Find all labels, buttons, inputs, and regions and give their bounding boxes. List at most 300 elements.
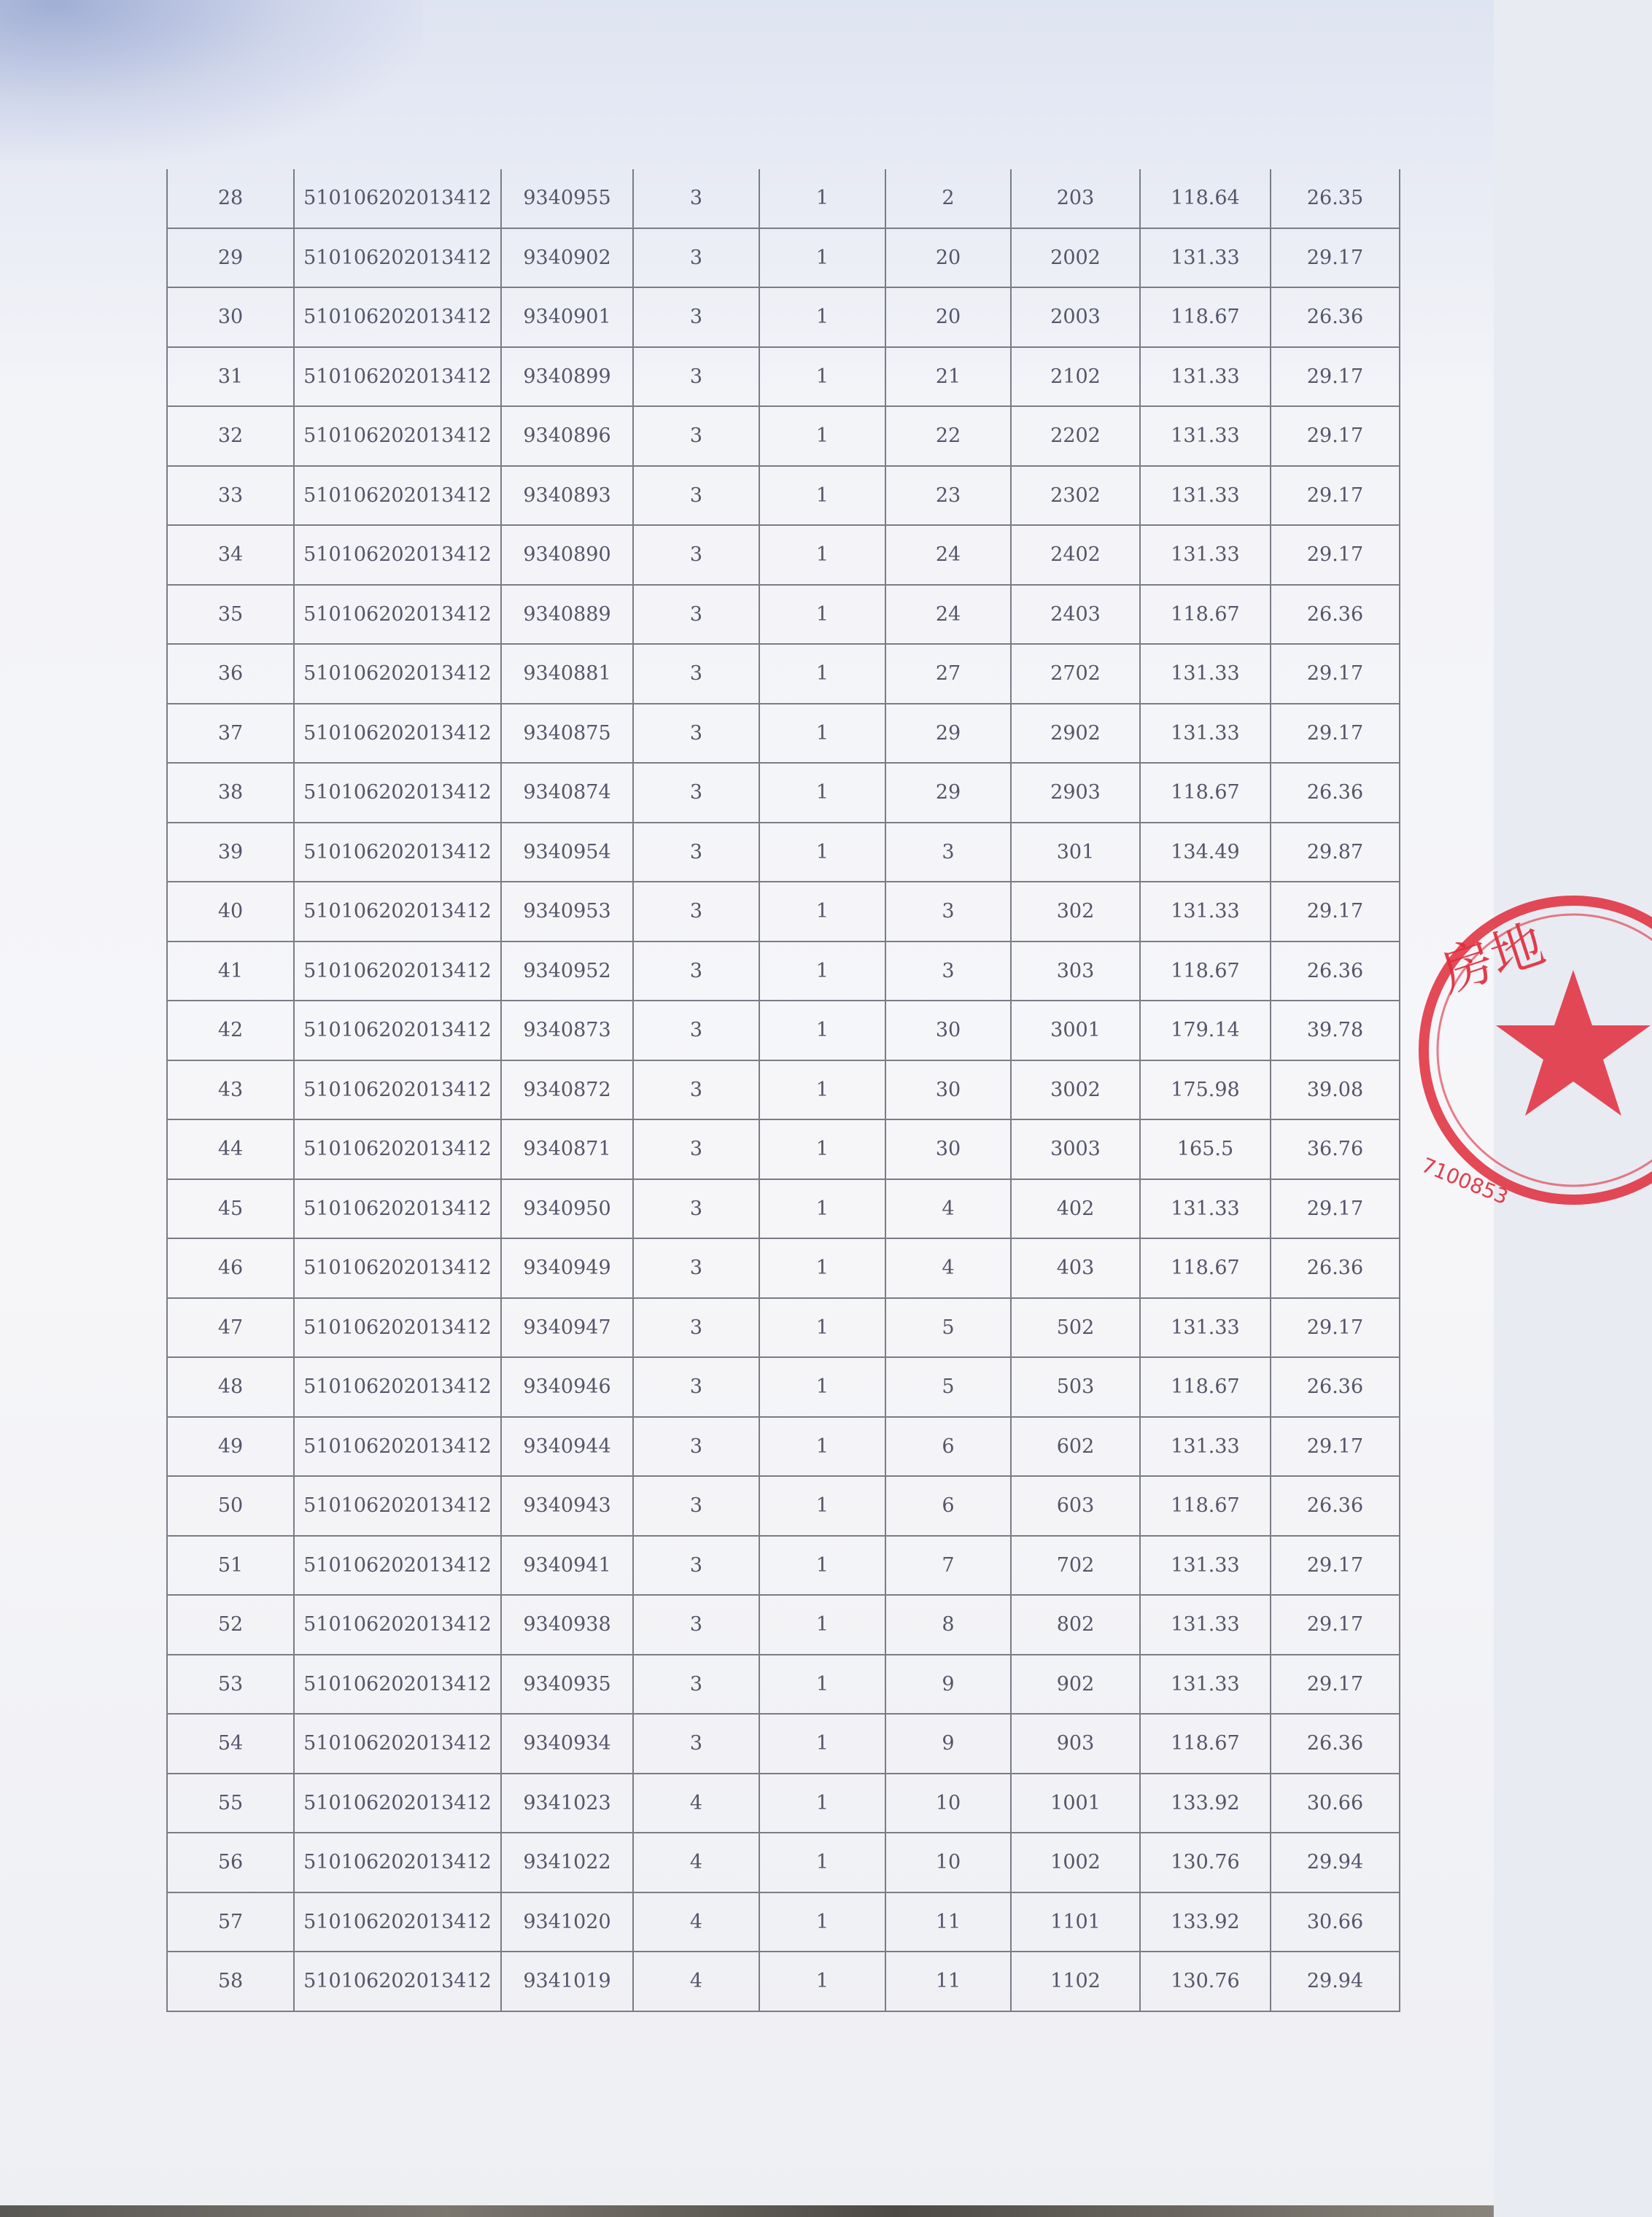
cell-parcel-code: 510106202013412 bbox=[294, 763, 501, 823]
cell-building: 3 bbox=[633, 644, 759, 704]
cell-unit: 1 bbox=[759, 1238, 885, 1298]
cell-area: 165.5 bbox=[1140, 1119, 1271, 1179]
cell-building: 3 bbox=[633, 1357, 759, 1417]
cell-unit-id: 9340874 bbox=[501, 763, 633, 823]
cell-parcel-code: 510106202013412 bbox=[294, 1833, 501, 1892]
cell-unit-id: 9341023 bbox=[501, 1774, 633, 1833]
cell-parcel-code: 510106202013412 bbox=[294, 1952, 501, 2011]
cell-unit: 1 bbox=[759, 763, 885, 823]
cell-parcel-code: 510106202013412 bbox=[294, 169, 501, 228]
table-row bbox=[167, 466, 1400, 526]
cell-unit: 1 bbox=[759, 1655, 885, 1715]
table-row bbox=[167, 1892, 1400, 1952]
cell-shared-area: 26.36 bbox=[1271, 1357, 1400, 1417]
cell-unit: 1 bbox=[759, 1179, 885, 1239]
table-surface-edge bbox=[0, 2205, 1494, 2217]
cell-floor: 7 bbox=[885, 1536, 1011, 1596]
cell-row-number: 57 bbox=[167, 1892, 294, 1952]
cell-shared-area: 29.17 bbox=[1271, 228, 1400, 288]
cell-unit-id: 9340889 bbox=[501, 585, 633, 645]
cell-room: 2102 bbox=[1011, 347, 1140, 407]
cell-area: 131.33 bbox=[1140, 1417, 1271, 1477]
cell-building: 4 bbox=[633, 1833, 759, 1892]
cell-row-number: 33 bbox=[167, 466, 294, 526]
cell-floor: 5 bbox=[885, 1357, 1011, 1417]
table-row bbox=[167, 1179, 1400, 1239]
cell-shared-area: 29.17 bbox=[1271, 406, 1400, 466]
cell-floor: 24 bbox=[885, 525, 1011, 585]
cell-row-number: 39 bbox=[167, 823, 294, 882]
cell-unit: 1 bbox=[759, 1833, 885, 1892]
lighting-shadow bbox=[0, 0, 423, 160]
cell-row-number: 51 bbox=[167, 1536, 294, 1596]
cell-shared-area: 29.17 bbox=[1271, 1595, 1400, 1655]
cell-unit-id: 9340934 bbox=[501, 1714, 633, 1774]
cell-building: 3 bbox=[633, 287, 759, 347]
cell-building: 3 bbox=[633, 1595, 759, 1655]
cell-room: 203 bbox=[1011, 169, 1140, 228]
cell-row-number: 49 bbox=[167, 1417, 294, 1477]
cell-floor: 30 bbox=[885, 1119, 1011, 1179]
cell-unit-id: 9340872 bbox=[501, 1060, 633, 1120]
cell-building: 4 bbox=[633, 1774, 759, 1833]
cell-building: 4 bbox=[633, 1892, 759, 1952]
cell-area: 131.33 bbox=[1140, 882, 1271, 941]
cell-unit: 1 bbox=[759, 1060, 885, 1120]
cell-building: 3 bbox=[633, 1238, 759, 1298]
cell-room: 502 bbox=[1011, 1298, 1140, 1358]
cell-room: 301 bbox=[1011, 823, 1140, 882]
cell-parcel-code: 510106202013412 bbox=[294, 704, 501, 764]
cell-room: 902 bbox=[1011, 1655, 1140, 1715]
cell-row-number: 52 bbox=[167, 1595, 294, 1655]
cell-room: 903 bbox=[1011, 1714, 1140, 1774]
table-row bbox=[167, 1833, 1400, 1892]
cell-unit: 1 bbox=[759, 882, 885, 941]
cell-room: 603 bbox=[1011, 1476, 1140, 1536]
cell-room: 1101 bbox=[1011, 1892, 1140, 1952]
cell-area: 131.33 bbox=[1140, 1595, 1271, 1655]
cell-room: 3002 bbox=[1011, 1060, 1140, 1120]
cell-unit-id: 9340955 bbox=[501, 169, 633, 228]
cell-row-number: 55 bbox=[167, 1774, 294, 1833]
cell-row-number: 44 bbox=[167, 1119, 294, 1179]
cell-area: 131.33 bbox=[1140, 1298, 1271, 1358]
cell-building: 3 bbox=[633, 466, 759, 526]
cell-floor: 29 bbox=[885, 763, 1011, 823]
cell-building: 3 bbox=[633, 169, 759, 228]
cell-unit-id: 9340890 bbox=[501, 525, 633, 585]
cell-parcel-code: 510106202013412 bbox=[294, 1060, 501, 1120]
cell-unit-id: 9340871 bbox=[501, 1119, 633, 1179]
cell-parcel-code: 510106202013412 bbox=[294, 882, 501, 941]
cell-floor: 4 bbox=[885, 1238, 1011, 1298]
cell-building: 3 bbox=[633, 1119, 759, 1179]
cell-unit-id: 9340941 bbox=[501, 1536, 633, 1596]
cell-row-number: 56 bbox=[167, 1833, 294, 1892]
table-row bbox=[167, 1298, 1400, 1358]
cell-area: 131.33 bbox=[1140, 228, 1271, 288]
cell-room: 2903 bbox=[1011, 763, 1140, 823]
cell-shared-area: 26.36 bbox=[1271, 941, 1400, 1001]
cell-floor: 8 bbox=[885, 1595, 1011, 1655]
cell-room: 2302 bbox=[1011, 466, 1140, 526]
cell-shared-area: 26.35 bbox=[1271, 169, 1400, 228]
cell-row-number: 38 bbox=[167, 763, 294, 823]
cell-floor: 30 bbox=[885, 1060, 1011, 1120]
cell-building: 3 bbox=[633, 525, 759, 585]
cell-shared-area: 29.17 bbox=[1271, 1536, 1400, 1596]
cell-parcel-code: 510106202013412 bbox=[294, 1238, 501, 1298]
cell-area: 118.64 bbox=[1140, 169, 1271, 228]
cell-room: 2003 bbox=[1011, 287, 1140, 347]
table-row bbox=[167, 704, 1400, 764]
cell-unit: 1 bbox=[759, 585, 885, 645]
cell-building: 3 bbox=[633, 704, 759, 764]
cell-shared-area: 26.36 bbox=[1271, 1714, 1400, 1774]
cell-area: 131.33 bbox=[1140, 704, 1271, 764]
table-row bbox=[167, 169, 1400, 228]
cell-building: 3 bbox=[633, 1001, 759, 1060]
cell-room: 402 bbox=[1011, 1179, 1140, 1239]
cell-unit: 1 bbox=[759, 1714, 885, 1774]
cell-building: 3 bbox=[633, 763, 759, 823]
cell-parcel-code: 510106202013412 bbox=[294, 823, 501, 882]
cell-area: 118.67 bbox=[1140, 287, 1271, 347]
cell-unit-id: 9340953 bbox=[501, 882, 633, 941]
cell-row-number: 42 bbox=[167, 1001, 294, 1060]
cell-shared-area: 29.94 bbox=[1271, 1952, 1400, 2011]
cell-unit: 1 bbox=[759, 1536, 885, 1596]
cell-room: 2002 bbox=[1011, 228, 1140, 288]
cell-floor: 27 bbox=[885, 644, 1011, 704]
cell-floor: 11 bbox=[885, 1952, 1011, 2011]
cell-parcel-code: 510106202013412 bbox=[294, 1595, 501, 1655]
cell-room: 302 bbox=[1011, 882, 1140, 941]
cell-floor: 21 bbox=[885, 347, 1011, 407]
cell-unit: 1 bbox=[759, 1298, 885, 1358]
table-row bbox=[167, 763, 1400, 823]
cell-room: 1001 bbox=[1011, 1774, 1140, 1833]
cell-unit-id: 9340947 bbox=[501, 1298, 633, 1358]
cell-parcel-code: 510106202013412 bbox=[294, 1774, 501, 1833]
cell-floor: 11 bbox=[885, 1892, 1011, 1952]
cell-floor: 2 bbox=[885, 169, 1011, 228]
cell-area: 175.98 bbox=[1140, 1060, 1271, 1120]
cell-unit: 1 bbox=[759, 1476, 885, 1536]
cell-unit: 1 bbox=[759, 704, 885, 764]
cell-unit-id: 9340938 bbox=[501, 1595, 633, 1655]
cell-row-number: 37 bbox=[167, 704, 294, 764]
cell-shared-area: 29.17 bbox=[1271, 1417, 1400, 1477]
red-seal-stamp bbox=[1404, 882, 1652, 1218]
cell-shared-area: 29.17 bbox=[1271, 1298, 1400, 1358]
cell-room: 403 bbox=[1011, 1238, 1140, 1298]
cell-parcel-code: 510106202013412 bbox=[294, 1417, 501, 1477]
cell-area: 131.33 bbox=[1140, 525, 1271, 585]
cell-building: 3 bbox=[633, 882, 759, 941]
table-row bbox=[167, 1357, 1400, 1417]
cell-row-number: 31 bbox=[167, 347, 294, 407]
cell-unit-id: 9340881 bbox=[501, 644, 633, 704]
cell-shared-area: 26.36 bbox=[1271, 585, 1400, 645]
cell-row-number: 29 bbox=[167, 228, 294, 288]
table-row bbox=[167, 287, 1400, 347]
table-row bbox=[167, 406, 1400, 466]
cell-shared-area: 26.36 bbox=[1271, 1476, 1400, 1536]
cell-area: 131.33 bbox=[1140, 466, 1271, 526]
cell-building: 3 bbox=[633, 1536, 759, 1596]
cell-row-number: 34 bbox=[167, 525, 294, 585]
cell-shared-area: 29.17 bbox=[1271, 1179, 1400, 1239]
cell-unit-id: 9340873 bbox=[501, 1001, 633, 1060]
cell-area: 131.33 bbox=[1140, 1179, 1271, 1239]
cell-row-number: 50 bbox=[167, 1476, 294, 1536]
cell-floor: 24 bbox=[885, 585, 1011, 645]
cell-row-number: 45 bbox=[167, 1179, 294, 1239]
cell-floor: 5 bbox=[885, 1298, 1011, 1358]
cell-room: 1102 bbox=[1011, 1952, 1140, 2011]
cell-parcel-code: 510106202013412 bbox=[294, 1357, 501, 1417]
cell-shared-area: 29.17 bbox=[1271, 704, 1400, 764]
cell-room: 602 bbox=[1011, 1417, 1140, 1477]
cell-parcel-code: 510106202013412 bbox=[294, 1119, 501, 1179]
table-row bbox=[167, 1714, 1400, 1774]
cell-shared-area: 36.76 bbox=[1271, 1119, 1400, 1179]
cell-unit: 1 bbox=[759, 525, 885, 585]
cell-building: 4 bbox=[633, 1952, 759, 2011]
cell-area: 118.67 bbox=[1140, 585, 1271, 645]
cell-row-number: 53 bbox=[167, 1655, 294, 1715]
cell-floor: 20 bbox=[885, 228, 1011, 288]
cell-building: 3 bbox=[633, 941, 759, 1001]
cell-unit-id: 9341019 bbox=[501, 1952, 633, 2011]
cell-unit: 1 bbox=[759, 823, 885, 882]
records-table bbox=[166, 169, 1400, 2012]
cell-area: 131.33 bbox=[1140, 1655, 1271, 1715]
table-row bbox=[167, 823, 1400, 882]
cell-shared-area: 29.17 bbox=[1271, 644, 1400, 704]
cell-room: 3003 bbox=[1011, 1119, 1140, 1179]
cell-area: 131.33 bbox=[1140, 1536, 1271, 1596]
table-row bbox=[167, 1952, 1400, 2011]
cell-unit: 1 bbox=[759, 1952, 885, 2011]
cell-area: 133.92 bbox=[1140, 1892, 1271, 1952]
cell-row-number: 32 bbox=[167, 406, 294, 466]
cell-area: 118.67 bbox=[1140, 1357, 1271, 1417]
cell-floor: 3 bbox=[885, 823, 1011, 882]
cell-unit-id: 9340893 bbox=[501, 466, 633, 526]
cell-row-number: 58 bbox=[167, 1952, 294, 2011]
cell-unit-id: 9340943 bbox=[501, 1476, 633, 1536]
cell-unit: 1 bbox=[759, 1595, 885, 1655]
cell-room: 303 bbox=[1011, 941, 1140, 1001]
cell-shared-area: 26.36 bbox=[1271, 763, 1400, 823]
cell-building: 3 bbox=[633, 823, 759, 882]
cell-unit-id: 9340935 bbox=[501, 1655, 633, 1715]
cell-area: 118.67 bbox=[1140, 1476, 1271, 1536]
cell-row-number: 28 bbox=[167, 169, 294, 228]
table-row bbox=[167, 347, 1400, 407]
cell-parcel-code: 510106202013412 bbox=[294, 347, 501, 407]
cell-unit-id: 9340901 bbox=[501, 287, 633, 347]
cell-building: 3 bbox=[633, 1298, 759, 1358]
cell-room: 2702 bbox=[1011, 644, 1140, 704]
cell-parcel-code: 510106202013412 bbox=[294, 1536, 501, 1596]
cell-row-number: 46 bbox=[167, 1238, 294, 1298]
table-row bbox=[167, 1238, 1400, 1298]
cell-shared-area: 26.36 bbox=[1271, 1238, 1400, 1298]
table-row bbox=[167, 1774, 1400, 1833]
cell-unit: 1 bbox=[759, 169, 885, 228]
cell-floor: 10 bbox=[885, 1833, 1011, 1892]
cell-floor: 22 bbox=[885, 406, 1011, 466]
cell-unit: 1 bbox=[759, 644, 885, 704]
cell-unit-id: 9340950 bbox=[501, 1179, 633, 1239]
cell-room: 2403 bbox=[1011, 585, 1140, 645]
table-row bbox=[167, 1001, 1400, 1060]
cell-row-number: 40 bbox=[167, 882, 294, 941]
table-row bbox=[167, 1060, 1400, 1120]
cell-unit: 1 bbox=[759, 941, 885, 1001]
cell-parcel-code: 510106202013412 bbox=[294, 406, 501, 466]
cell-unit-id: 9341022 bbox=[501, 1833, 633, 1892]
cell-area: 131.33 bbox=[1140, 406, 1271, 466]
cell-shared-area: 29.17 bbox=[1271, 882, 1400, 941]
cell-floor: 30 bbox=[885, 1001, 1011, 1060]
cell-parcel-code: 510106202013412 bbox=[294, 644, 501, 704]
cell-parcel-code: 510106202013412 bbox=[294, 228, 501, 288]
cell-unit: 1 bbox=[759, 287, 885, 347]
cell-shared-area: 29.17 bbox=[1271, 347, 1400, 407]
cell-area: 118.67 bbox=[1140, 941, 1271, 1001]
cell-unit: 1 bbox=[759, 1774, 885, 1833]
table-row bbox=[167, 1476, 1400, 1536]
cell-parcel-code: 510106202013412 bbox=[294, 1655, 501, 1715]
table-row bbox=[167, 228, 1400, 288]
cell-row-number: 30 bbox=[167, 287, 294, 347]
cell-parcel-code: 510106202013412 bbox=[294, 1714, 501, 1774]
table-row bbox=[167, 941, 1400, 1001]
cell-area: 134.49 bbox=[1140, 823, 1271, 882]
cell-parcel-code: 510106202013412 bbox=[294, 941, 501, 1001]
cell-parcel-code: 510106202013412 bbox=[294, 287, 501, 347]
cell-shared-area: 30.66 bbox=[1271, 1892, 1400, 1952]
cell-row-number: 41 bbox=[167, 941, 294, 1001]
cell-floor: 3 bbox=[885, 941, 1011, 1001]
cell-unit: 1 bbox=[759, 228, 885, 288]
cell-row-number: 43 bbox=[167, 1060, 294, 1120]
cell-building: 3 bbox=[633, 585, 759, 645]
cell-parcel-code: 510106202013412 bbox=[294, 1298, 501, 1358]
cell-unit-id: 9340902 bbox=[501, 228, 633, 288]
cell-area: 130.76 bbox=[1140, 1952, 1271, 2011]
cell-floor: 29 bbox=[885, 704, 1011, 764]
cell-room: 702 bbox=[1011, 1536, 1140, 1596]
table-row bbox=[167, 585, 1400, 645]
stamp-text: 房地 bbox=[1432, 912, 1552, 1004]
table-row bbox=[167, 1417, 1400, 1477]
cell-shared-area: 29.17 bbox=[1271, 466, 1400, 526]
cell-floor: 9 bbox=[885, 1714, 1011, 1774]
cell-floor: 6 bbox=[885, 1417, 1011, 1477]
cell-unit-id: 9340946 bbox=[501, 1357, 633, 1417]
cell-unit: 1 bbox=[759, 1119, 885, 1179]
cell-unit: 1 bbox=[759, 1001, 885, 1060]
cell-room: 802 bbox=[1011, 1595, 1140, 1655]
cell-building: 3 bbox=[633, 1476, 759, 1536]
cell-shared-area: 26.36 bbox=[1271, 287, 1400, 347]
cell-area: 131.33 bbox=[1140, 347, 1271, 407]
cell-shared-area: 29.17 bbox=[1271, 525, 1400, 585]
cell-floor: 23 bbox=[885, 466, 1011, 526]
cell-parcel-code: 510106202013412 bbox=[294, 1476, 501, 1536]
cell-area: 118.67 bbox=[1140, 763, 1271, 823]
cell-unit-id: 9340896 bbox=[501, 406, 633, 466]
cell-area: 133.92 bbox=[1140, 1774, 1271, 1833]
cell-floor: 20 bbox=[885, 287, 1011, 347]
cell-unit-id: 9340875 bbox=[501, 704, 633, 764]
cell-room: 2902 bbox=[1011, 704, 1140, 764]
cell-building: 3 bbox=[633, 1714, 759, 1774]
table-row bbox=[167, 644, 1400, 704]
table-body bbox=[167, 169, 1400, 2011]
cell-unit: 1 bbox=[759, 347, 885, 407]
cell-shared-area: 39.78 bbox=[1271, 1001, 1400, 1060]
cell-row-number: 48 bbox=[167, 1357, 294, 1417]
cell-floor: 6 bbox=[885, 1476, 1011, 1536]
cell-unit: 1 bbox=[759, 1892, 885, 1952]
table-row bbox=[167, 1595, 1400, 1655]
cell-shared-area: 39.08 bbox=[1271, 1060, 1400, 1120]
cell-building: 3 bbox=[633, 347, 759, 407]
cell-room: 2402 bbox=[1011, 525, 1140, 585]
cell-room: 2202 bbox=[1011, 406, 1140, 466]
cell-shared-area: 30.66 bbox=[1271, 1774, 1400, 1833]
cell-unit-id: 9340952 bbox=[501, 941, 633, 1001]
cell-parcel-code: 510106202013412 bbox=[294, 585, 501, 645]
cell-building: 3 bbox=[633, 406, 759, 466]
cell-unit-id: 9340949 bbox=[501, 1238, 633, 1298]
cell-row-number: 36 bbox=[167, 644, 294, 704]
cell-area: 131.33 bbox=[1140, 644, 1271, 704]
cell-unit-id: 9340899 bbox=[501, 347, 633, 407]
cell-unit-id: 9340954 bbox=[501, 823, 633, 882]
cell-building: 3 bbox=[633, 1060, 759, 1120]
table-row bbox=[167, 1655, 1400, 1715]
cell-floor: 4 bbox=[885, 1179, 1011, 1239]
table-row bbox=[167, 525, 1400, 585]
cell-parcel-code: 510106202013412 bbox=[294, 1179, 501, 1239]
table-row bbox=[167, 882, 1400, 941]
cell-building: 3 bbox=[633, 228, 759, 288]
cell-floor: 10 bbox=[885, 1774, 1011, 1833]
cell-room: 1002 bbox=[1011, 1833, 1140, 1892]
cell-row-number: 47 bbox=[167, 1298, 294, 1358]
cell-area: 118.67 bbox=[1140, 1714, 1271, 1774]
cell-building: 3 bbox=[633, 1179, 759, 1239]
cell-unit-id: 9341020 bbox=[501, 1892, 633, 1952]
cell-building: 3 bbox=[633, 1417, 759, 1477]
cell-shared-area: 29.17 bbox=[1271, 1655, 1400, 1715]
cell-area: 130.76 bbox=[1140, 1833, 1271, 1892]
cell-unit: 1 bbox=[759, 466, 885, 526]
cell-unit-id: 9340944 bbox=[501, 1417, 633, 1477]
cell-shared-area: 29.94 bbox=[1271, 1833, 1400, 1892]
table-row bbox=[167, 1119, 1400, 1179]
cell-building: 3 bbox=[633, 1655, 759, 1715]
cell-unit: 1 bbox=[759, 1357, 885, 1417]
